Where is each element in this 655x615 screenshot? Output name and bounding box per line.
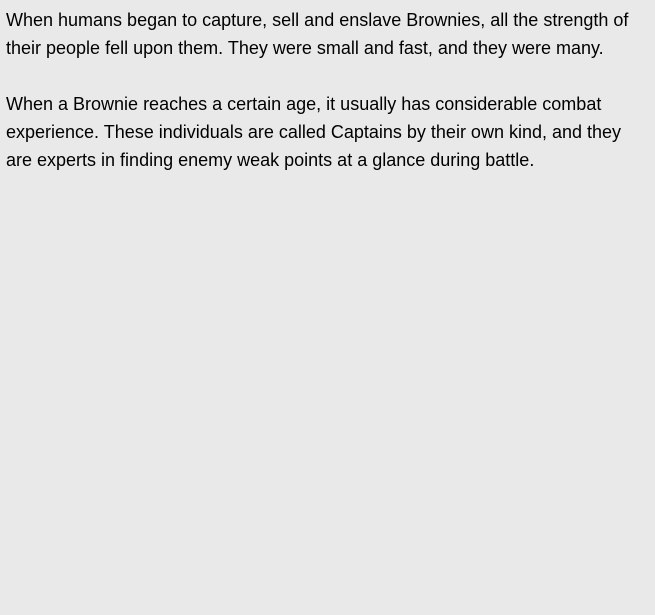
paragraph-brownie-captains: When a Brownie reaches a certain age, it usually has considerable combat experience. These individuals are called Captains by their own kind, and they are experts in finding enemy weak points at a glance during battle.: [6, 94, 622, 170]
text-content: [6, 6, 646, 174]
paragraph-brownies-history: When humans began to capture, sell and enslave Brownies, all the strength of their people fell upon them. They were small and fast, and they were many.: [6, 10, 629, 58]
